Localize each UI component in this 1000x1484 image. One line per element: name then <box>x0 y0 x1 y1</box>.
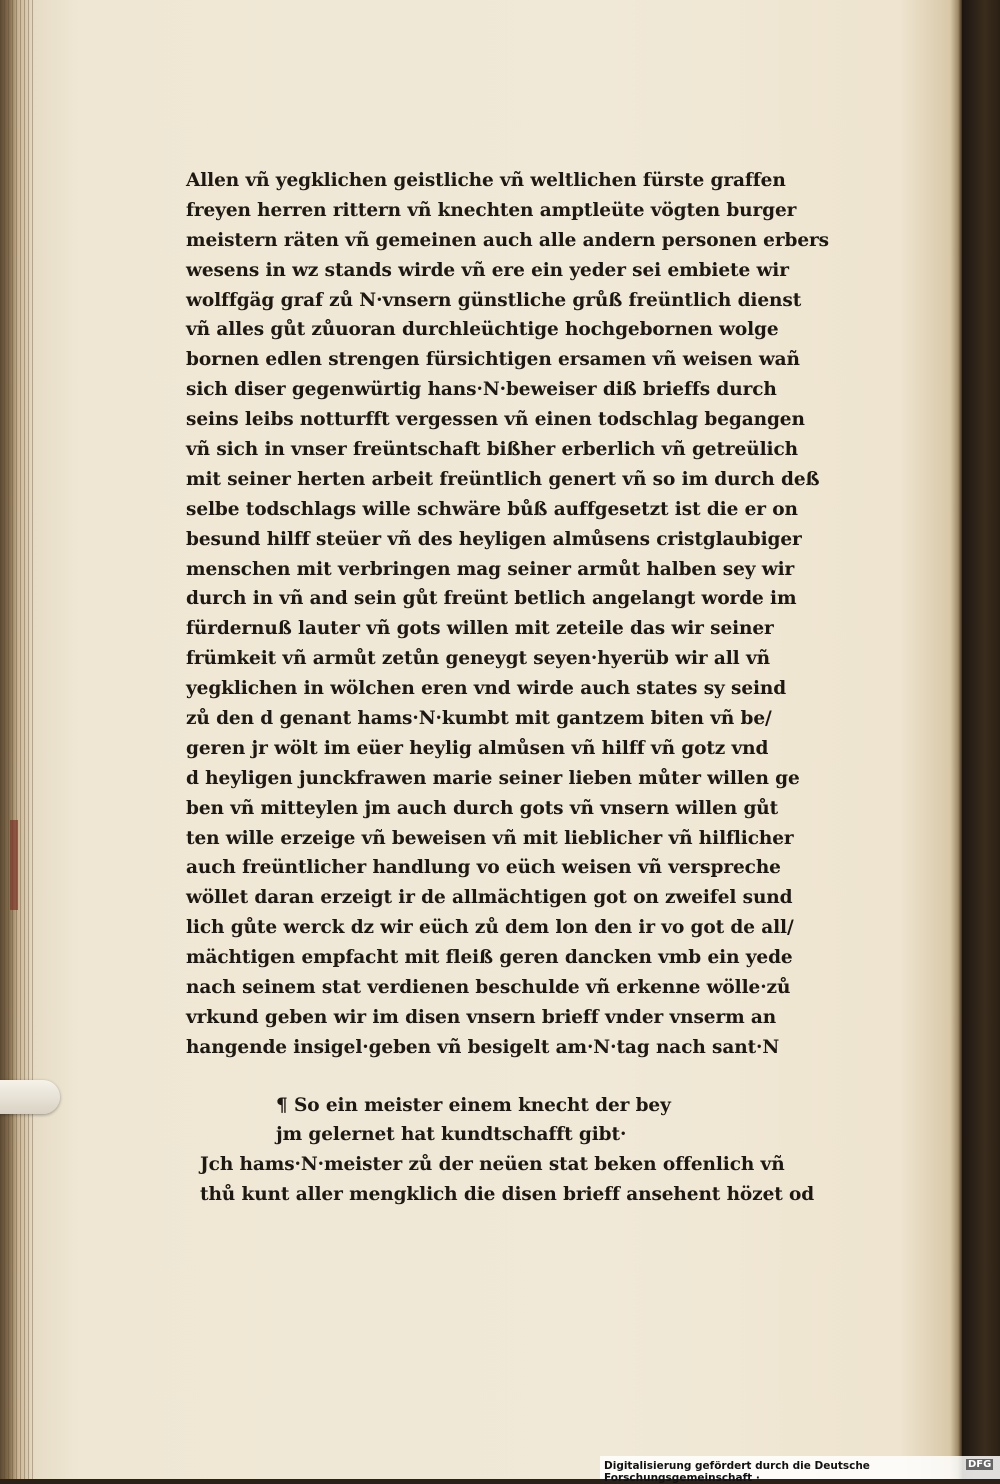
text-line: d heyligen junckfrawen marie seiner lieben můter willen ge <box>186 767 800 789</box>
text-line: Allen vñ yegklichen geistliche vñ weltlichen fürste graffen <box>186 170 786 191</box>
text-line: durch in vñ and sein gůt freünt betlich angelangt worde im <box>186 588 797 610</box>
text-line: besund hilff steüer vñ des heyligen almůsens cristglaubiger <box>186 528 802 550</box>
text-line: wesens in wz stands wirde vñ ere ein yeder sei embiete wir <box>186 259 789 281</box>
digitization-credit: Digitalisierung gefördert durch die Deutsche Forschungsgemeinschaft · <box>604 1460 870 1484</box>
text-line: thů kunt aller mengklich die disen brieff ansehent hözet od <box>200 1183 815 1205</box>
text-line: geren jr wölt im eüer heylig almůsen vñ hilff vñ gotz vnd <box>186 737 769 759</box>
book-spine-edge <box>962 0 1000 1479</box>
text-line: vrkund geben wir im disen vnsern brieff vnder vnserm an <box>186 1006 777 1028</box>
text-line: meistern räten vñ gemeinen auch alle andern personen erbers <box>186 229 829 251</box>
section-heading <box>276 1091 776 1149</box>
text-line: nach seinem stat verdienen beschulde vñ erkenne wölle·zů <box>186 977 791 999</box>
text-line: selbe todschlags wille schwäre bůß auffgesetzt ist die er on <box>186 498 798 520</box>
text-line: ten wille erzeige vñ beweisen vñ mit lieblicher vñ hilflicher <box>186 827 794 849</box>
text-line: freyen herren rittern vñ knechten amptleüte vögten burger <box>186 199 797 221</box>
heading-line: jm gelernet hat kundtschafft gibt· <box>276 1124 627 1145</box>
text-line: mächtigen empfacht mit fleiß geren dancken vmb ein yede <box>186 947 793 969</box>
text-line: ben vñ mitteylen jm auch durch gots vñ vnsern willen gůt <box>186 797 779 819</box>
text-line: wolffgäg graf zů N·vnsern günstliche grůß freüntlich dienst <box>186 289 802 311</box>
text-line: zů den d genant hams·N·kumbt mit gantzem biten vñ be/ <box>186 708 772 730</box>
text-line: lich gůte werck dz wir eüch zů dem lon den ir vo got de all/ <box>186 917 794 939</box>
text-line: wöllet daran erzeigt ir de allmächtigen got on zweifel sund <box>186 887 793 909</box>
text-line: vñ sich in vnser freüntschaft bißher erberlich vñ getreülich <box>186 439 798 461</box>
dfg-logo: DFG <box>968 1459 992 1470</box>
binding-mark <box>10 820 18 910</box>
text-line: sich diser gegenwürtig hans·N·beweiser diß brieffs durch <box>186 379 777 401</box>
text-line: Jch hams·N·meister zů der neüen stat beken offenlich vñ <box>200 1154 785 1175</box>
text-line: mit seiner herten arbeit freüntlich genert vñ so im durch deß <box>186 468 820 490</box>
text-line: auch freüntlicher handlung vo eüch weisen vñ verspreche <box>186 857 781 879</box>
text-line: seins leibs notturfft vergessen vñ einen todschlag begangen <box>186 409 805 431</box>
closing-text <box>200 1150 900 1210</box>
page-clip <box>0 1080 60 1114</box>
heading-line: ¶ So ein meister einem knecht der bey <box>276 1095 671 1116</box>
page-stack-edges <box>0 0 34 1479</box>
text-line: bornen edlen strengen fürsichtigen ersamen vñ weisen wañ <box>186 349 800 371</box>
text-line: yegklichen in wölchen eren vnd wirde auch states sy seind <box>186 678 787 700</box>
main-text <box>186 166 886 1063</box>
text-line: menschen mit verbringen mag seiner armůt halben sey wir <box>186 558 795 580</box>
text-line: frümkeit vñ armůt zetůn geneygt seyen·hyerüb wir all vñ <box>186 648 770 670</box>
text-line: vñ alles gůt zůuoran durchleüchtige hochgebornen wolge <box>186 319 779 341</box>
text-line: hangende insigel·geben vñ besigelt am·N·tag nach sant·N <box>186 1036 780 1058</box>
text-line: fürdernuß lauter vñ gots willen mit zeteile das wir seiner <box>186 618 774 640</box>
